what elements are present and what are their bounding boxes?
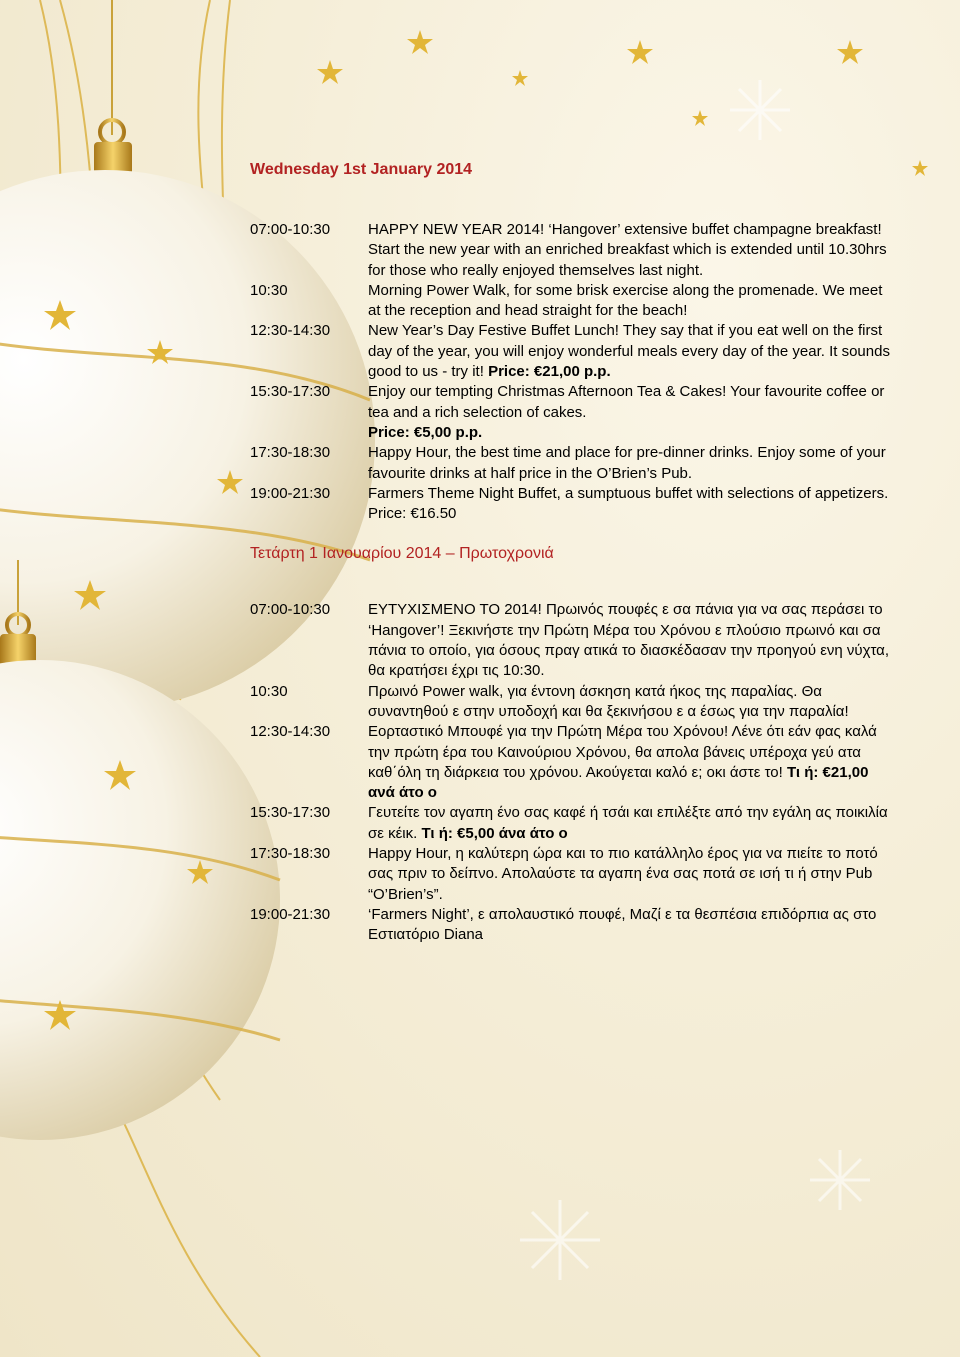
entry-time: 17:30-18:30 (250, 845, 331, 863)
schedule-entry (250, 220, 890, 281)
entry-description: Happy Hour, the best time and place for pre-dinner drinks. Enjoy some of your favourite drinks at half price in the O’Brien’s Pub. (368, 444, 886, 482)
schedule-entry (250, 722, 890, 803)
entry-description: Morning Power Walk, for some brisk exercise along the promenade. We meet at the reception and head straight for the beach! (368, 281, 883, 320)
schedule-entry (250, 682, 890, 723)
english-day-title: Wednesday 1st January 2014 (250, 161, 473, 178)
entry-description: ΕΥΤΥΧΙΣΜΕΝΟ ΤΟ 2014! Πρωινός πουφές ε σα πάνια για να σας περάσει το ‘Hangover’! Ξεκινήστε την Πρώτη Μέρα του Χρόνου ε πλούσιο πρωινό και σα πάνια το οποίο, για όσους πραγ ατικά το διασκέδασαν την προηγού ενη νύχτα, θα κρατήσει έχρι τις 10:30. (368, 601, 890, 680)
entry-time: 19:00-21:30 (250, 484, 331, 502)
entry-description: Enjoy our tempting Christmas Afternoon Tea & Cakes! Your favourite coffee or tea and a rich selection of cakes. Price: €5,00 p.p. (368, 383, 885, 441)
schedule-entry (250, 281, 890, 322)
schedule-content (250, 160, 890, 946)
entry-time: 17:30-18:30 (250, 444, 331, 462)
entry-description: Πρωινό Power walk, για έντονη άσκηση κατά ήκος της παραλίας. Θα συναντηθού ε στην υποδοχή και θα ξεκινήσου ε α έσως για την παραλία! (368, 682, 849, 720)
schedule-entry (250, 382, 890, 443)
entry-price: Τι ή: €5,00 άνα άτο ο (421, 824, 568, 842)
entry-description: Εορταστικό Μπουφέ για την Πρώτη Μέρα του Χρόνου! Λένε ότι εάν φας καλά την πρώτη έρα του Καινούριου Χρόνου, θα απολα βάνεις υπέροχα γεύ ατα καθ΄όλη τη διάρκεια του χρόνου. Ακούγεται καλό ε; οκι άστε το! Τι ή: €21,00 ανά άτο ο (368, 723, 877, 802)
entry-description: Farmers Theme Night Buffet, a sumptuous buffet with selections of appetizers. Price: €16.50 (368, 484, 889, 523)
entry-time: 07:00-10:30 (250, 601, 331, 619)
entry-time: 10:30 (250, 281, 288, 299)
entry-time: 15:30-17:30 (250, 804, 331, 822)
schedule-entry (250, 803, 890, 844)
entry-time: 10:30 (250, 682, 288, 700)
entry-time: 19:00-21:30 (250, 905, 331, 923)
schedule-entry (250, 321, 890, 382)
entry-time: 12:30-14:30 (250, 723, 331, 741)
entry-description: New Year’s Day Festive Buffet Lunch! They say that if you eat well on the first day of the year, you will enjoy wonderful meals every day of the year. It sounds good to us - try it! Price: €21,00 p.p. (368, 322, 890, 381)
entry-description: HAPPY NEW YEAR 2014! ‘Hangover’ extensive buffet champagne breakfast! Start the new year with an enriched breakfast which is extended until 10.30hrs for those who really enjoyed themselves last night. (368, 221, 887, 279)
entry-price: Τι ή: €21,00 ανά άτο ο (368, 763, 869, 802)
schedule-entry (250, 443, 890, 484)
entry-description: Γευτείτε τον αγαπη ένο σας καφέ ή τσάι και επιλέξτε από την εγάλη ας ποικιλία σε κέικ. Τι ή: €5,00 άνα άτο ο (368, 804, 888, 842)
greek-day-title: Τετάρτη 1 Ιανουαρίου 2014 – Πρωτοχρονιά (250, 545, 554, 563)
schedule-entry (250, 844, 890, 905)
entry-time: 15:30-17:30 (250, 383, 331, 401)
entry-description: Happy Hour, η καλύτερη ώρα και το πιο κατάλληλο έρος για να πιείτε το ποτό σας πριν το δείπνο. Απολαύστε τα αγαπη ένα σας ποτά σε ισή τι ή στην Pub “O’Brien’s”. (368, 845, 878, 903)
entry-description: ‘Farmers Night’, ε απολαυστικό πουφέ, Μαζί ε τα θεσπέσια επιδόρπια ας στο Εστιατόριο Diana (368, 905, 877, 944)
schedule-entry (250, 905, 890, 946)
entry-price: Price: €5,00 p.p. (368, 423, 483, 441)
entry-time: 07:00-10:30 (250, 221, 331, 238)
entry-time: 12:30-14:30 (250, 322, 331, 340)
schedule-entry (250, 600, 890, 681)
schedule-entry (250, 484, 890, 525)
entry-price: Price: €21,00 p.p. (488, 363, 611, 381)
